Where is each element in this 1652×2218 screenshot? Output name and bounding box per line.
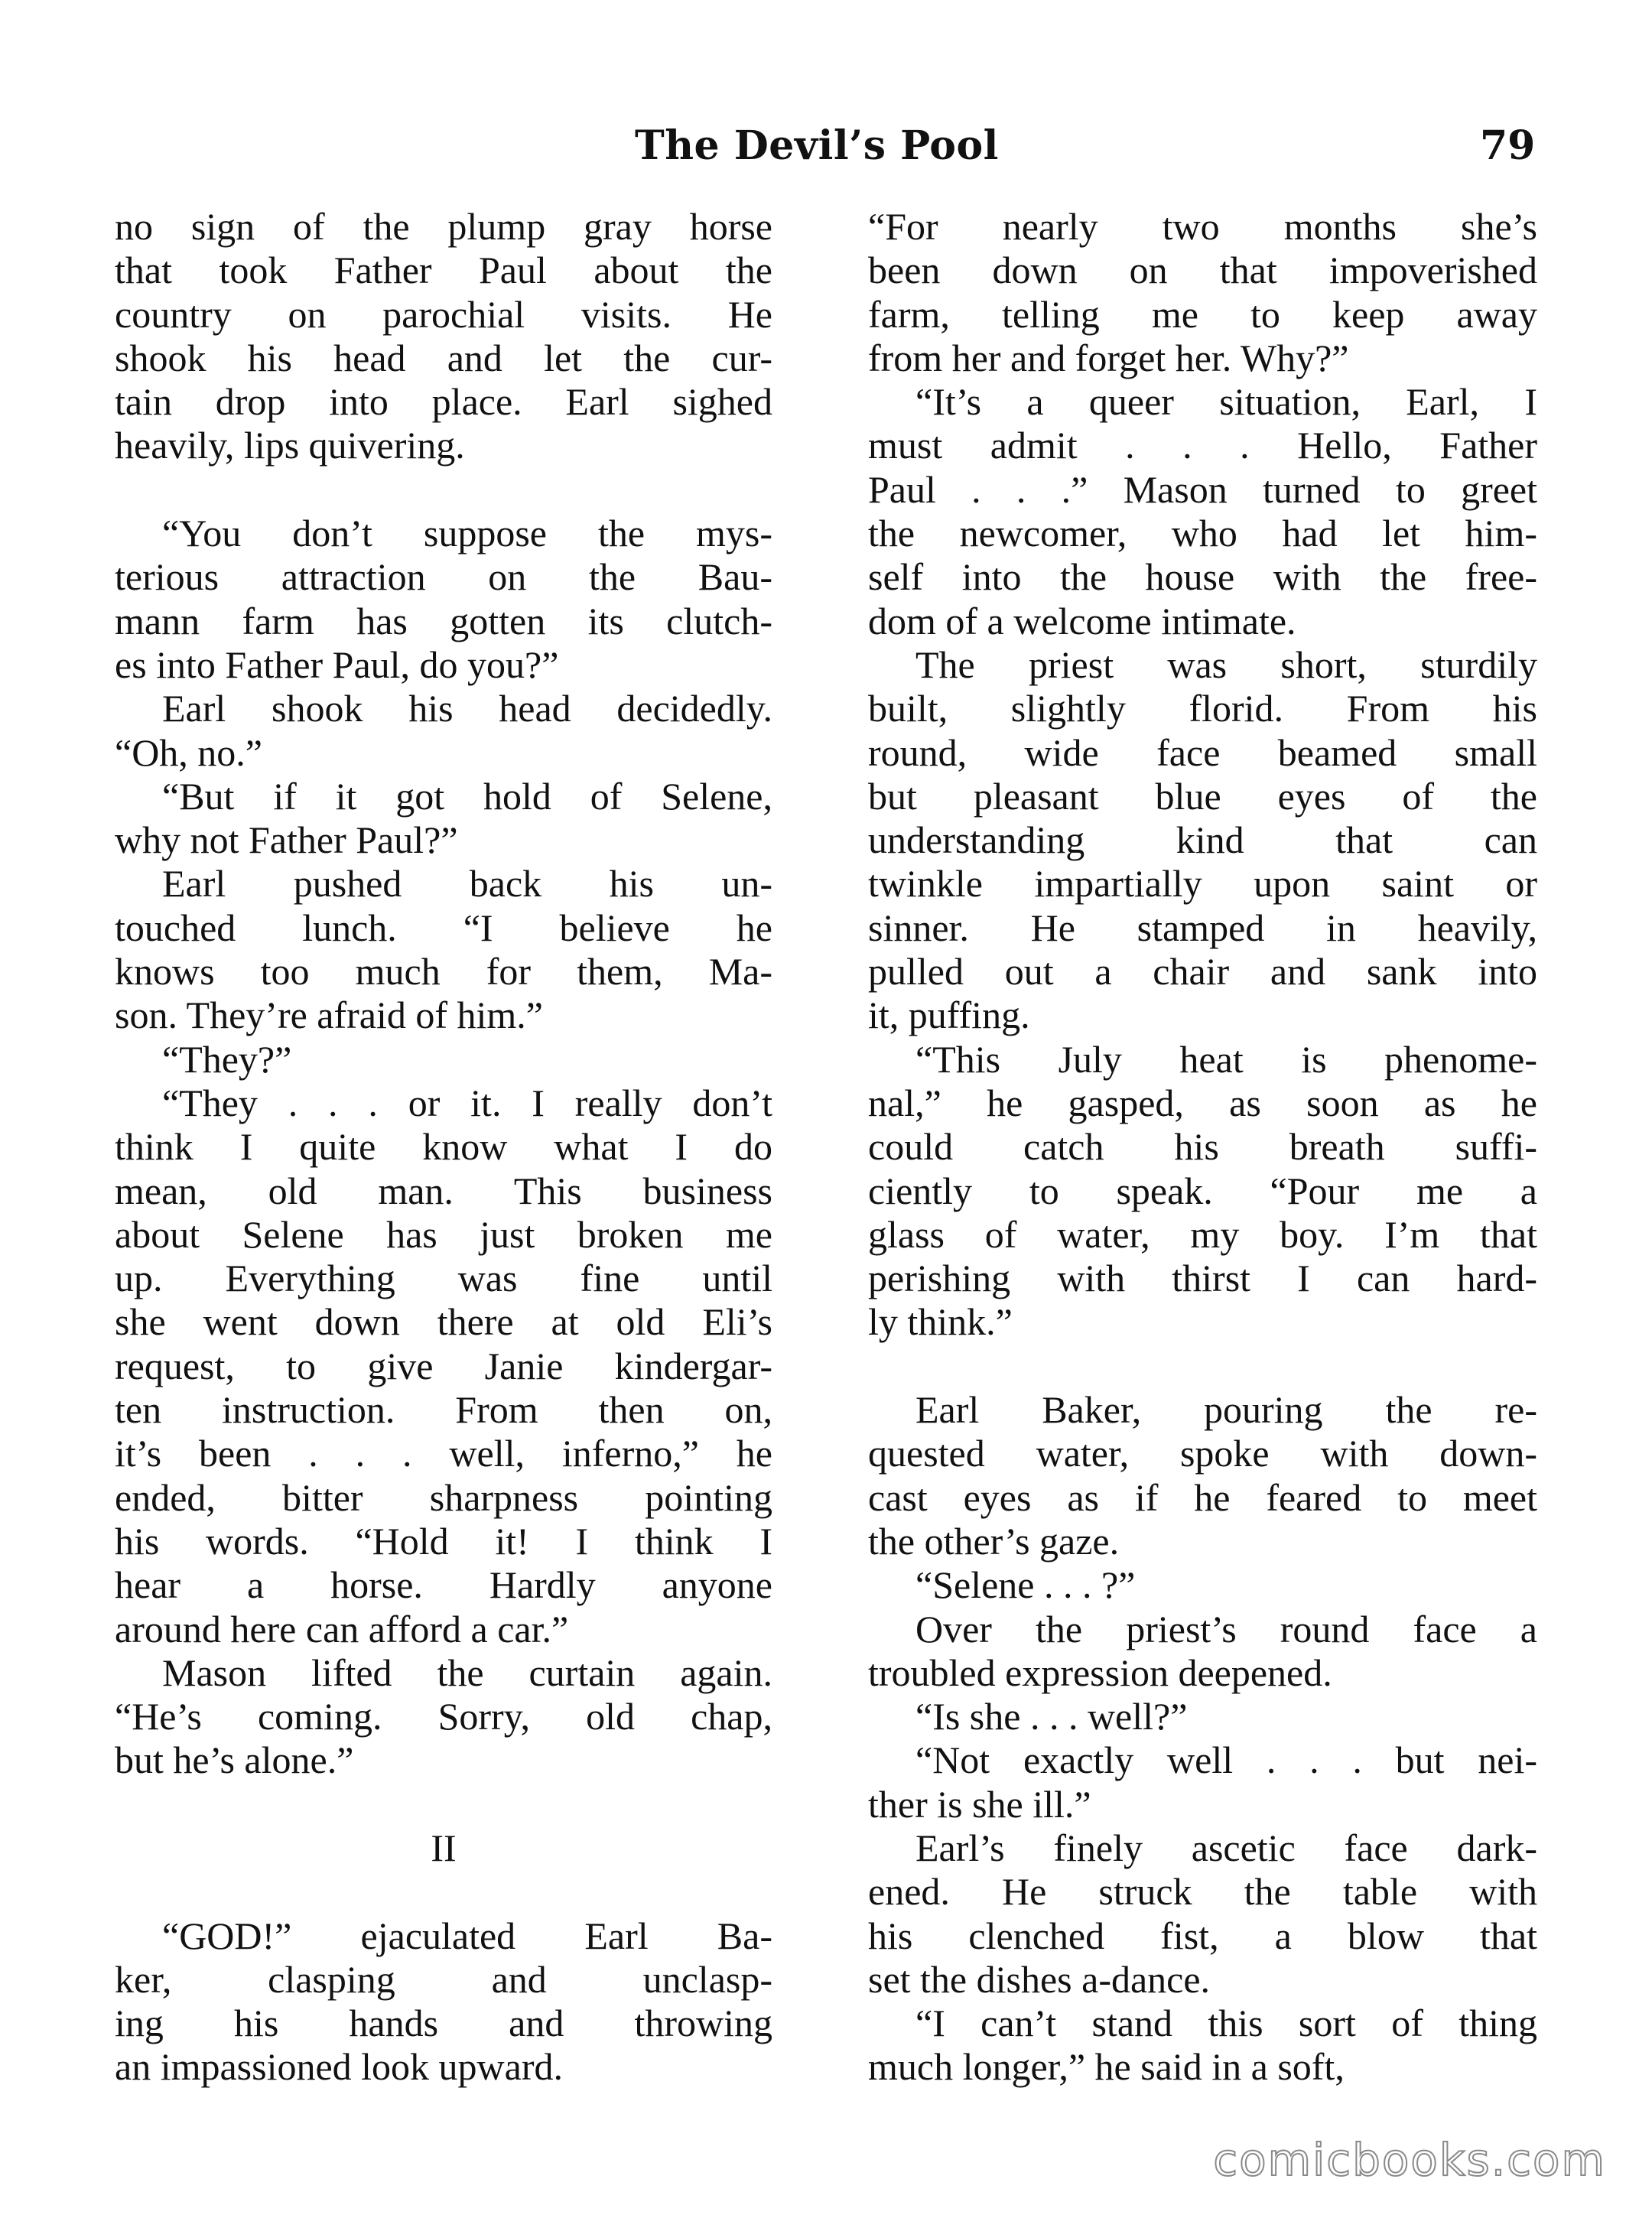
text-line: round, wide face beamed small bbox=[868, 730, 1537, 774]
text-line: Paul . . .” Mason turned to greet bbox=[868, 467, 1537, 511]
text-line: glass of water, my boy. I’m that bbox=[868, 1212, 1537, 1256]
text-line: “I can’t stand this sort of thing bbox=[915, 2002, 1537, 2045]
text-line: “Not exactly well . . . but nei- bbox=[915, 1738, 1537, 1782]
text-line: hear a horse. Hardly anyone bbox=[115, 1563, 772, 1607]
text-line: built, slightly florid. From his bbox=[868, 687, 1537, 730]
text-line: twinkle impartially upon saint or bbox=[868, 862, 1537, 906]
right-column bbox=[868, 205, 1537, 2090]
text-line: “Is she . . . well?” bbox=[915, 1695, 1188, 1738]
text-line: Over the priest’s round face a bbox=[915, 1607, 1537, 1650]
text-line: Earl’s finely ascetic face dark- bbox=[915, 1826, 1537, 1869]
text-line: sinner. He stamped in heavily, bbox=[868, 906, 1537, 949]
text-line: quested water, spoke with down- bbox=[868, 1432, 1537, 1475]
text-line: “This July heat is phenome- bbox=[915, 1037, 1537, 1081]
text-line: up. Everything was fine until bbox=[115, 1257, 772, 1300]
text-line: heavily, lips quivering. bbox=[115, 424, 465, 467]
left-column bbox=[115, 205, 772, 2090]
text-line: nal,” he gasped, as soon as he bbox=[868, 1081, 1537, 1124]
text-line: “You don’t suppose the mys- bbox=[162, 512, 772, 555]
blank-line bbox=[115, 1783, 772, 1826]
text-line: dom of a welcome intimate. bbox=[868, 599, 1296, 642]
text-line: understanding kind that can bbox=[868, 818, 1537, 862]
text-line: Earl Baker, pouring the re- bbox=[915, 1388, 1537, 1432]
running-title: The Devil’s Pool bbox=[635, 122, 999, 169]
text-line: perishing with thirst I can hard- bbox=[868, 1257, 1537, 1300]
text-line: must admit . . . Hello, Father bbox=[868, 424, 1537, 467]
text-line: son. They’re afraid of him.” bbox=[115, 994, 543, 1037]
text-line: “Selene . . . ?” bbox=[915, 1563, 1136, 1607]
text-line: “For nearly two months she’s bbox=[868, 205, 1537, 248]
text-line: why not Father Paul?” bbox=[115, 818, 458, 862]
text-line: ten instruction. From then on, bbox=[115, 1388, 772, 1432]
text-line: knows too much for them, Ma- bbox=[115, 950, 772, 994]
text-line: ened. He struck the table with bbox=[868, 1870, 1537, 1914]
text-line: around here can afford a car.” bbox=[115, 1607, 569, 1650]
text-line: “He’s coming. Sorry, old chap, bbox=[115, 1695, 772, 1738]
text-line: mann farm has gotten its clutch- bbox=[115, 599, 772, 642]
text-line: cast eyes as if he feared to meet bbox=[868, 1475, 1537, 1519]
text-line: “GOD!” ejaculated Earl Ba- bbox=[162, 1914, 772, 1957]
text-line: from her and forget her. Why?” bbox=[868, 336, 1349, 379]
text-line: it’s been . . . well, inferno,” he bbox=[115, 1432, 772, 1475]
text-line: Earl pushed back his un- bbox=[162, 862, 772, 906]
text-line: shook his head and let the cur- bbox=[115, 336, 772, 379]
text-line: Mason lifted the curtain again. bbox=[162, 1650, 772, 1694]
text-line: ended, bitter sharpness pointing bbox=[115, 1475, 772, 1519]
text-line: it, puffing. bbox=[868, 994, 1030, 1037]
text-line: his words. “Hold it! I think I bbox=[115, 1519, 772, 1563]
text-line: the other’s gaze. bbox=[868, 1519, 1120, 1563]
text-line: ther is she ill.” bbox=[868, 1782, 1091, 1826]
text-line: troubled expression deepened. bbox=[868, 1650, 1332, 1694]
text-line: set the dishes a-dance. bbox=[868, 1957, 1211, 2001]
watermark: comicbooks.com bbox=[1213, 2134, 1606, 2186]
text-line: she went down there at old Eli’s bbox=[115, 1300, 772, 1344]
text-line: the newcomer, who had let him- bbox=[868, 512, 1537, 555]
text-line: mean, old man. This business bbox=[115, 1169, 772, 1212]
text-line: about Selene has just broken me bbox=[115, 1212, 772, 1256]
text-line: an impassioned look upward. bbox=[115, 2045, 564, 2089]
text-line: request, to give Janie kindergar- bbox=[115, 1344, 772, 1387]
text-line: pulled out a chair and sank into bbox=[868, 950, 1537, 994]
text-line: “It’s a queer situation, Earl, I bbox=[915, 380, 1537, 424]
text-line: es into Father Paul, do you?” bbox=[115, 642, 559, 686]
text-line: “They?” bbox=[162, 1037, 292, 1081]
text-line: ciently to speak. “Pour me a bbox=[868, 1169, 1537, 1212]
text-line: tain drop into place. Earl sighed bbox=[115, 380, 772, 424]
blank-line bbox=[115, 1870, 772, 1914]
text-line: but pleasant blue eyes of the bbox=[868, 774, 1537, 818]
text-line: think I quite know what I do bbox=[115, 1125, 772, 1169]
text-line: farm, telling me to keep away bbox=[868, 292, 1537, 336]
text-line: could catch his breath suffi- bbox=[868, 1125, 1537, 1169]
text-line: touched lunch. “I believe he bbox=[115, 906, 772, 949]
text-line: his clenched fist, a blow that bbox=[868, 1914, 1537, 1957]
page-header bbox=[0, 122, 1652, 184]
text-line: been down on that impoverished bbox=[868, 249, 1537, 292]
text-line: that took Father Paul about the bbox=[115, 249, 772, 292]
page-number: 79 bbox=[1480, 122, 1536, 169]
text-line: Earl shook his head decidedly. bbox=[162, 687, 772, 730]
text-line: ing his hands and throwing bbox=[115, 2002, 772, 2045]
text-line: terious attraction on the Bau- bbox=[115, 555, 772, 599]
section-heading: II bbox=[431, 1826, 457, 1869]
text-line: The priest was short, sturdily bbox=[915, 642, 1537, 686]
text-line: much longer,” he said in a soft, bbox=[868, 2045, 1345, 2089]
text-line: “Oh, no.” bbox=[115, 730, 262, 774]
text-line: no sign of the plump gray horse bbox=[115, 205, 772, 248]
text-line: but he’s alone.” bbox=[115, 1738, 354, 1782]
text-line: country on parochial visits. He bbox=[115, 292, 772, 336]
text-line: ker, clasping and unclasp- bbox=[115, 1957, 772, 2001]
text-line: self into the house with the free- bbox=[868, 555, 1537, 599]
blank-line bbox=[115, 468, 772, 512]
blank-line bbox=[868, 1345, 1537, 1388]
text-line: “But if it got hold of Selene, bbox=[162, 774, 772, 818]
text-line: ly think.” bbox=[868, 1300, 1013, 1344]
text-line: “They . . . or it. I really don’t bbox=[162, 1081, 772, 1124]
